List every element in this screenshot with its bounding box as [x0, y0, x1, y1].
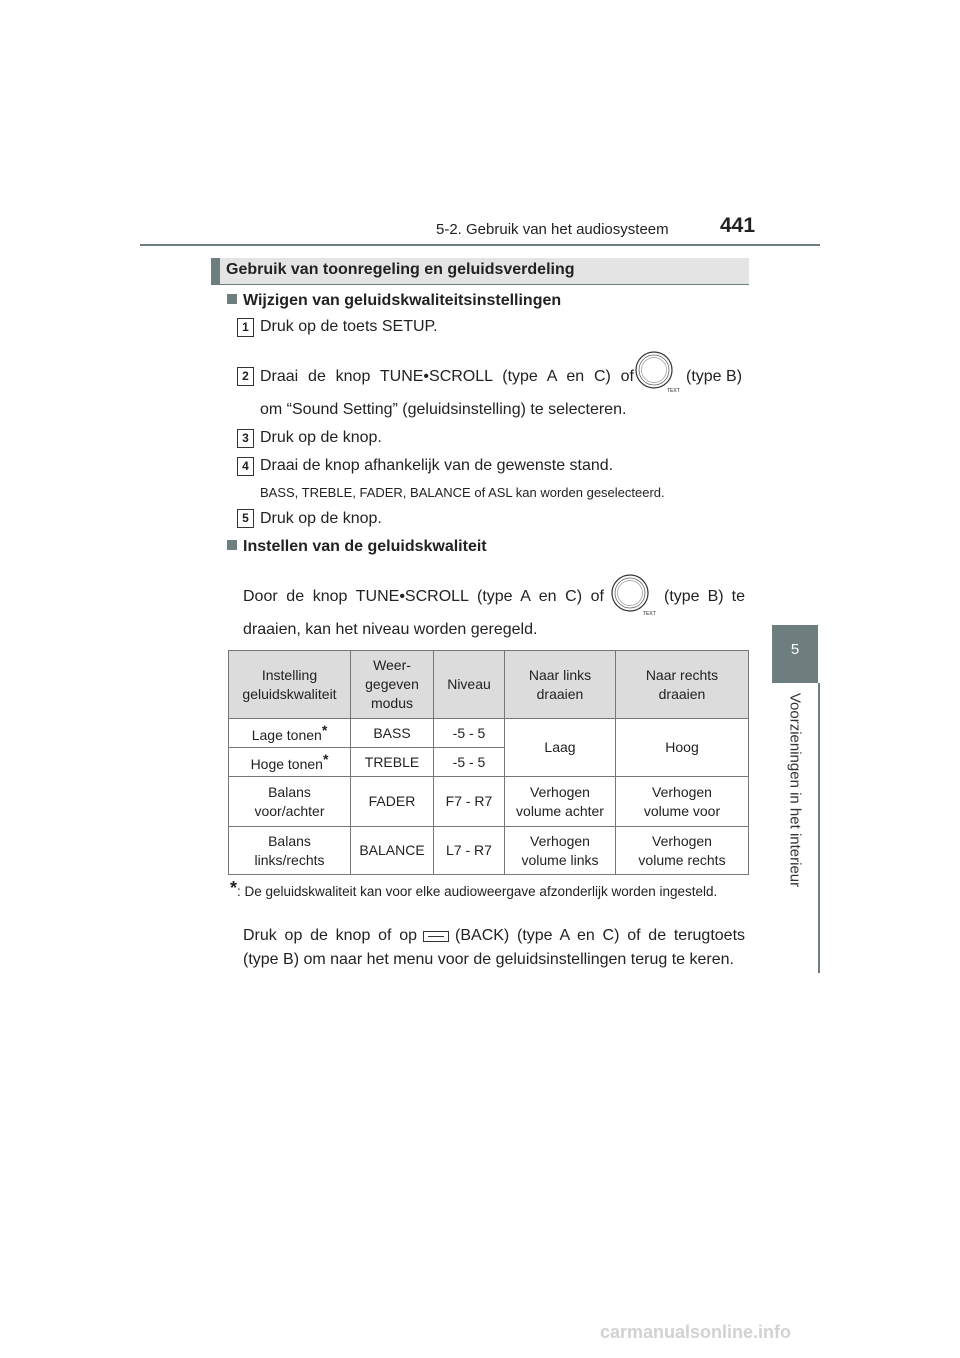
closing-paragraph: [243, 924, 745, 972]
watermark: carmanualsonline.info: [600, 1322, 792, 1342]
table-cell: BALANCE: [351, 827, 434, 875]
sound-quality-table: [228, 650, 749, 875]
chapter-label: Voorzieningen in het interieur: [786, 692, 804, 888]
header-line: draaien: [658, 685, 706, 702]
cell-text: Verhogen: [530, 832, 590, 849]
back-button-icon: [423, 931, 449, 942]
cell-text: volume voor: [643, 802, 721, 819]
footnote-star: *: [230, 878, 238, 898]
table-header-row: [229, 651, 749, 719]
footnote-star: *: [322, 751, 329, 767]
step-text: Druk op de knop.: [260, 510, 382, 527]
tune-scroll-knob-icon: [634, 349, 678, 393]
header-line: gegeven: [365, 676, 419, 692]
intro-text: Door de knop TUNE•SCROLL (type A en C) of: [243, 588, 604, 605]
header-line: Instelling: [261, 666, 318, 683]
chapter-tab-line: [818, 683, 820, 973]
footnote-text: : De geluidskwaliteit kan voor elke audioweergave afzonderlijk worden ingesteld.: [237, 884, 718, 899]
cell-text: voor/achter: [254, 802, 325, 819]
intro-text: draaien, kan het niveau worden geregeld.: [243, 621, 538, 638]
step-number: 2: [237, 367, 254, 386]
header-line: modus: [370, 695, 414, 711]
bullet-square-icon: [227, 294, 237, 304]
table-cell: BASS: [351, 719, 434, 748]
table-cell: Hoog: [616, 719, 749, 777]
tune-scroll-knob-icon: [610, 572, 654, 616]
section-heading-text: Gebruik van toonregeling en geluidsverdeling: [226, 261, 575, 278]
header-line: Naar links: [528, 666, 592, 683]
step-number: 3: [237, 429, 254, 448]
step-text: Draai de knop TUNE•SCROLL (type A en C) of: [260, 368, 634, 385]
step-text: (type B): [686, 368, 743, 385]
cell-text: Hoge tonen: [250, 756, 323, 772]
step-note: BASS, TREBLE, FADER, BALANCE of ASL kan worden geselecteerd.: [260, 485, 665, 500]
subheading-text: Instellen van de geluidskwaliteit: [243, 538, 487, 555]
step-text: Druk op de toets SETUP.: [260, 318, 438, 335]
step-text: Druk op de knop.: [260, 429, 382, 446]
table-cell: Laag: [505, 719, 616, 777]
header-line: geluidskwaliteit: [242, 685, 337, 702]
cell-text: Verhogen: [652, 783, 712, 800]
table-cell: L7 - R7: [434, 827, 505, 875]
knob-text-label: TEXT: [643, 611, 656, 617]
cell-text: volume achter: [516, 802, 604, 819]
table-header-cell: [616, 651, 749, 719]
table-cell: -5 - 5: [434, 719, 505, 748]
table-header-cell: [351, 651, 434, 719]
running-header-section: 5-2. Gebruik van het audiosysteem: [436, 221, 669, 238]
knob-text-label: TEXT: [667, 388, 680, 394]
table-cell: F7 - R7: [434, 777, 505, 827]
subheading-text: Wijzigen van geluidskwaliteitsinstellingen: [243, 292, 562, 309]
table-header-cell: [434, 651, 505, 719]
closing-text: (BACK) (type A en C) of de terugtoets (type B) om naar het menu voor de geluidsinstellingen terug te keren.: [243, 927, 746, 968]
table-cell: [505, 827, 616, 875]
table-row: [229, 719, 749, 748]
cell-text: Balans: [268, 783, 311, 800]
table-row: [229, 777, 749, 827]
table-header-cell: [505, 651, 616, 719]
closing-text: Druk op de knop of op: [243, 927, 418, 944]
step-text: om “Sound Setting” (geluidsinstelling) te selecteren.: [260, 401, 627, 418]
header-line: Weer-: [373, 657, 411, 673]
table-cell: [229, 748, 351, 777]
subheading-adjust-quality: [227, 538, 487, 556]
step-number: 4: [237, 457, 254, 476]
header-rule: [140, 244, 820, 246]
table-row: [229, 827, 749, 875]
header-line: Niveau: [447, 676, 491, 692]
table-cell: FADER: [351, 777, 434, 827]
chapter-tab: [772, 625, 818, 683]
chapter-tab-number: 5: [790, 641, 800, 658]
table-footnote: [230, 879, 745, 901]
intro-text: (type B) te: [664, 588, 745, 605]
table-cell: TREBLE: [351, 748, 434, 777]
subheading-change-settings: [227, 292, 561, 310]
cell-text: Lage tonen: [251, 727, 322, 743]
page-number: 441: [720, 214, 756, 237]
bullet-square-icon: [227, 540, 237, 550]
section-heading-bar: [211, 258, 220, 284]
table-cell: [229, 719, 351, 748]
table-header-cell: [229, 651, 351, 719]
cell-text: volume links: [521, 851, 599, 868]
header-line: draaien: [536, 685, 584, 702]
cell-text: Verhogen: [652, 832, 712, 849]
table-cell: [229, 777, 351, 827]
header-line: Naar rechts: [645, 666, 719, 683]
table-cell: [616, 777, 749, 827]
cell-text: Balans: [268, 832, 311, 849]
step-text: Draai de knop afhankelijk van de gewenste stand.: [260, 457, 614, 474]
step-number: 5: [237, 509, 254, 528]
step-number: 1: [237, 318, 254, 337]
cell-text: links/rechts: [254, 851, 325, 868]
table-cell: -5 - 5: [434, 748, 505, 777]
cell-text: volume rechts: [638, 851, 726, 868]
table-cell: [616, 827, 749, 875]
footnote-star: *: [321, 722, 328, 738]
table-cell: [505, 777, 616, 827]
cell-text: Verhogen: [530, 783, 590, 800]
table-cell: [229, 827, 351, 875]
section-heading: [211, 258, 749, 285]
